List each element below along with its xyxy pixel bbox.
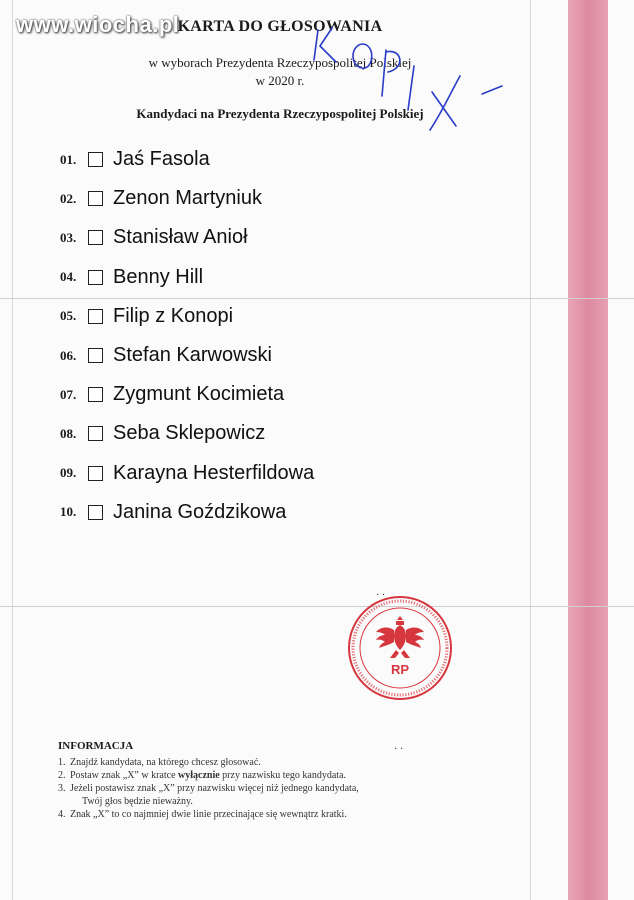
- candidate-row: [60, 218, 500, 257]
- fold-line-lower: [0, 606, 634, 607]
- speck-mark: · ·: [394, 744, 404, 755]
- candidate-name: Stanisław Anioł: [113, 226, 248, 249]
- candidate-number: 04.: [60, 269, 77, 285]
- candidate-row: [60, 493, 500, 532]
- candidate-row: [60, 454, 500, 493]
- subtitle-line-2: w 2020 r.: [255, 73, 305, 88]
- information-section: [58, 740, 528, 821]
- candidate-name: Seba Sklepowicz: [113, 422, 266, 445]
- subtitle-line-1: w wyborach Prezydenta Rzeczypospolitej Polskiej: [148, 55, 412, 70]
- vote-checkbox[interactable]: [88, 426, 103, 441]
- instruction-item: 4. Znak „X” to co najmniej dwie linie przecinające się wewnątrz kratki.: [58, 809, 347, 820]
- candidate-row: [60, 375, 500, 414]
- instruction-item: 3. Jeżeli postawisz znak „X” przy nazwisku więcej niż jednego kandydata, Twój głos będzie nieważny.: [58, 783, 359, 807]
- candidate-name: Janina Goździkowa: [113, 500, 287, 523]
- candidate-number: 08.: [60, 425, 77, 441]
- speck-mark: · ·: [376, 590, 386, 601]
- candidate-name: Zygmunt Kocimieta: [113, 383, 285, 406]
- ballot-subtitle: [60, 54, 500, 90]
- candidate-row: [60, 179, 500, 218]
- right-edge-line: [530, 0, 531, 900]
- candidate-number: 02.: [60, 190, 77, 206]
- vote-checkbox[interactable]: [88, 505, 103, 520]
- candidate-row: [60, 258, 500, 297]
- instructions-list: [58, 756, 528, 821]
- candidate-number: 07.: [60, 386, 77, 402]
- candidate-number: 06.: [60, 347, 77, 363]
- seal-center-text: RP: [390, 662, 410, 677]
- candidate-list: [60, 140, 500, 532]
- vote-checkbox[interactable]: [88, 348, 103, 363]
- candidate-row: [60, 414, 500, 453]
- candidate-name: Zenon Martyniuk: [113, 187, 262, 210]
- candidate-number: 01.: [60, 151, 77, 167]
- candidate-name: Karayna Hesterfildowa: [113, 461, 315, 484]
- vote-checkbox[interactable]: [88, 387, 103, 402]
- candidates-heading: Kandydaci na Prezydenta Rzeczypospolitej Polskiej: [136, 106, 424, 121]
- vote-checkbox[interactable]: [88, 270, 103, 285]
- candidate-name: Benny Hill: [113, 265, 204, 288]
- vote-checkbox[interactable]: [88, 309, 103, 324]
- candidate-number: 03.: [60, 229, 77, 245]
- site-watermark: www.wiocha.pl: [16, 12, 180, 37]
- candidate-number: 09.: [60, 465, 77, 481]
- candidate-number: 10.: [60, 504, 77, 520]
- candidate-name: Filip z Konopi: [113, 304, 234, 327]
- instruction-item: 2. Postaw znak „X” w kratce wyłącznie przy nazwisku tego kandydata.: [58, 770, 347, 781]
- candidate-name: Stefan Karwowski: [113, 344, 272, 367]
- candidate-name: Jaś Fasola: [113, 148, 210, 171]
- ballot-title: KARTA DO GŁOSOWANIA: [177, 18, 383, 35]
- handwriting-text: KOPIA: [314, 138, 318, 139]
- left-edge-line: [12, 0, 13, 900]
- candidate-row: [60, 336, 500, 375]
- vote-checkbox[interactable]: [88, 191, 103, 206]
- candidate-number: 05.: [60, 308, 77, 324]
- vote-checkbox[interactable]: [88, 466, 103, 481]
- instruction-item: 1. Znajdź kandydata, na którego chcesz głosować.: [58, 757, 261, 768]
- vote-checkbox[interactable]: [88, 152, 103, 167]
- information-heading: INFORMACJA: [58, 740, 134, 752]
- candidate-row: [60, 297, 500, 336]
- official-seal-stamp: [346, 594, 454, 702]
- pink-security-band: [568, 0, 608, 900]
- vote-checkbox[interactable]: [88, 230, 103, 245]
- eagle-emblem-icon: [376, 616, 424, 658]
- candidate-row: [60, 140, 500, 179]
